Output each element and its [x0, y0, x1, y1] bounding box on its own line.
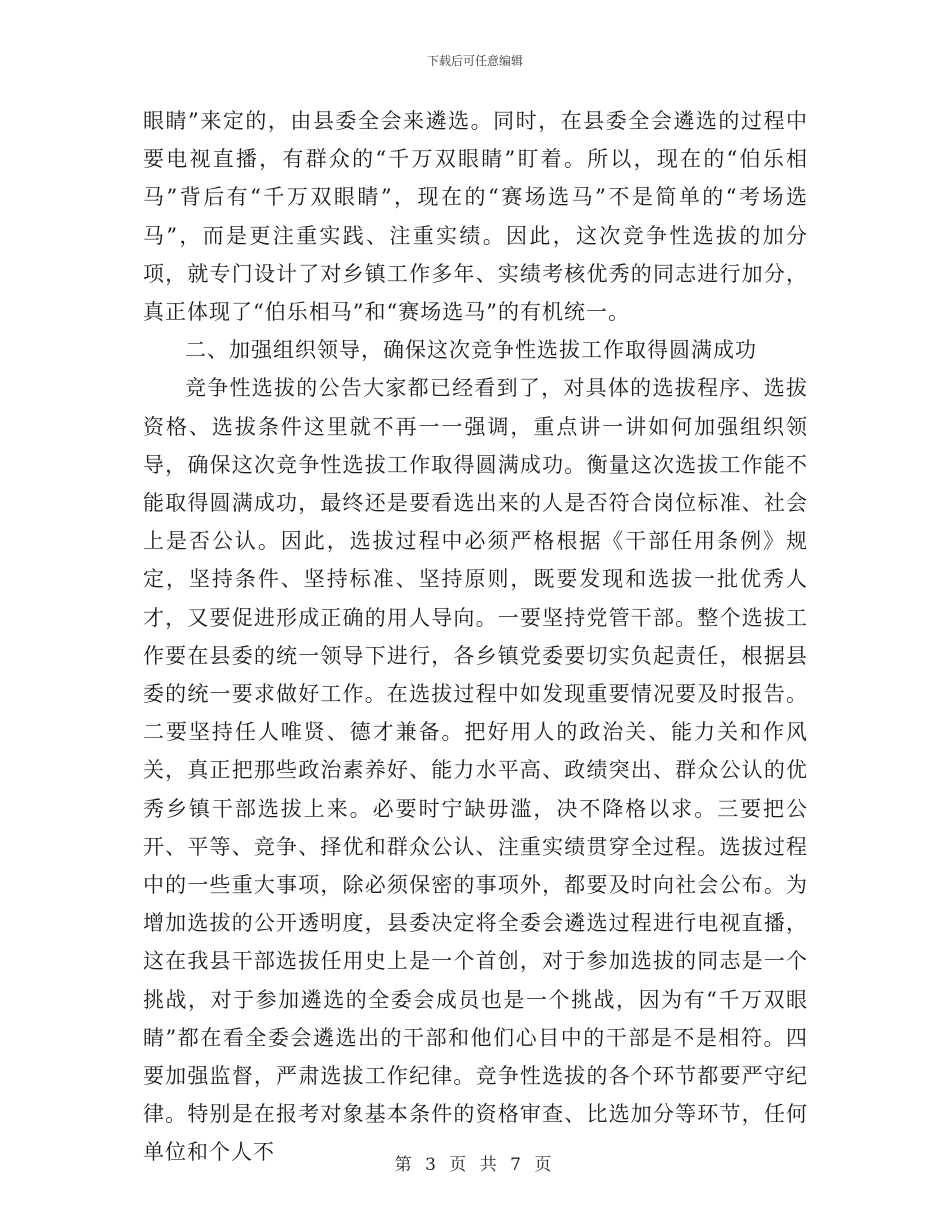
- section-heading: 二、加强组织领导，确保这次竞争性选拔工作取得圆满成功: [185, 338, 757, 363]
- paragraph-continuation: 眼睛”来定的，由县委全会来遴选。同时，在县委全会遴选的过程中要电视直播，有群众的“千万双眼睛”盯着。所以，现在的“伯乐相马”背后有“千万双眼睛”，现在的“赛场选马”不是简单的“考场选马”，而是更注重实践、注重实绩。因此，这次竞争性选拔的加分项，就专门设计了对乡镇工作多年、实绩考核优秀的同志进行加分，真正体现了“伯乐相马”和“赛场选马”的有机统一。: [143, 109, 808, 325]
- page-footer: 第 3 页 共 7 页: [394, 1155, 556, 1175]
- page-header: 下载后可任意编辑: [426, 54, 523, 68]
- document-body: [143, 102, 808, 1172]
- paragraph: 竞争性选拔的公告大家都已经看到了，对具体的选拔程序、选拔资格、选拔条件这里就不再一一强调，重点讲一讲如何加强组织领导，确保这次竞争性选拔工作取得圆满成功。衡量这次选拔工作能不能取得圆满成功，最终还是要看选出来的人是否符合岗位标准、社会上是否公认。因此，选拔过程中必须严格根据《干部任用条例》规定，坚持条件、坚持标准、坚持原则，既要发现和选拔一批优秀人才，又要促进形成正确的用人导向。一要坚持党管干部。整个选拔工作要在县委的统一领导下进行，各乡镇党委要切实负起责任，根据县委的统一要求做好工作。在选拔过程中如发现重要情况要及时报告。二要坚持任人唯贤、德才兼备。把好用人的政治关、能力关和作风关，真正把那些政治素养好、能力水平高、政绩突出、群众公认的优秀乡镇干部选拔上来。必要时宁缺毋滥，决不降格以求。三要把公开、平等、竞争、择优和群众公认、注重实绩贯穿全过程。选拔过程中的一些重大事项，除必须保密的事项外，都要及时向社会公布。为增加选拔的公开透明度，县委决定将全委会遴选过程进行电视直播，这在我县干部选拔任用史上是一个首创，对于参加选拔的同志是一个挑战，对于参加遴选的全委会成员也是一个挑战，因为有“千万双眼睛”都在看全委会遴选出的干部和他们心目中的干部是不是相符。四要加强监督，严肃选拔工作纪律。竞争性选拔的各个环节都要严守纪律。特别是在报考对象基本条件的资格审查、比选加分等环节，任何单位和个人不: [143, 376, 808, 1165]
